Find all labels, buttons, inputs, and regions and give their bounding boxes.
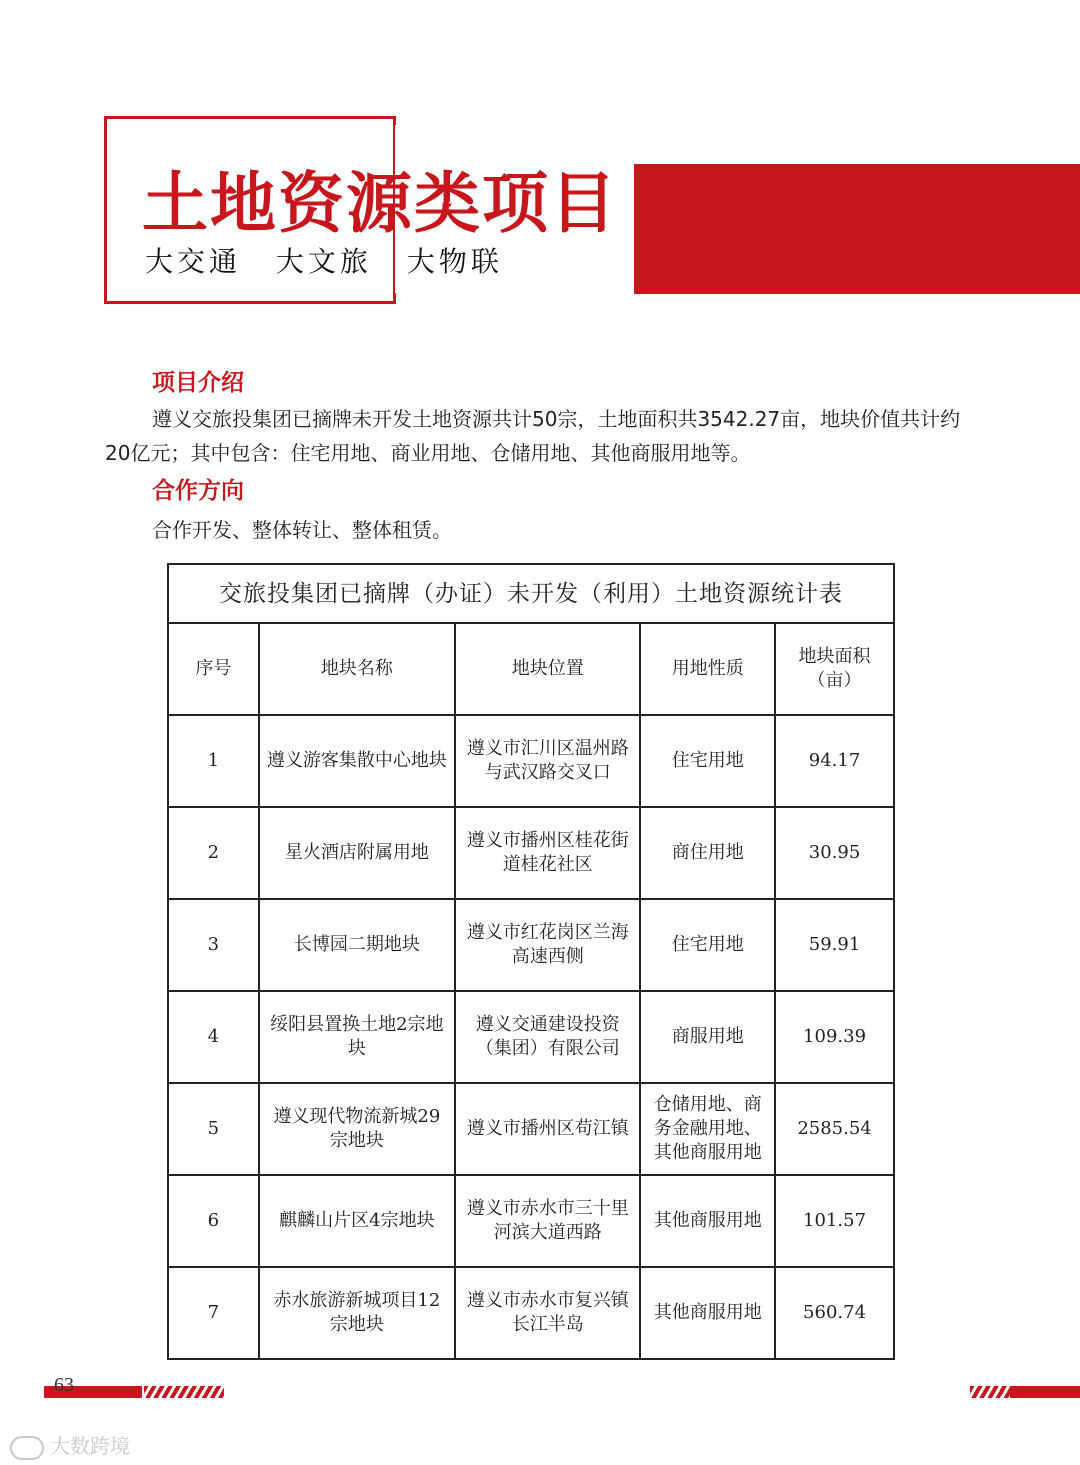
- header-location: 地块位置: [455, 623, 640, 715]
- cell-name: 绥阳县置换土地2宗地块: [259, 991, 455, 1083]
- watermark-logo-icon: [10, 1436, 44, 1460]
- footer-left-stripes: [144, 1386, 224, 1398]
- table-row: [168, 899, 894, 991]
- subtitle-item: 大物联: [406, 245, 503, 278]
- footer-right-stripes: [970, 1386, 1010, 1398]
- cooperation-heading: 合作方向: [152, 478, 244, 504]
- land-resource-table: [167, 563, 895, 1360]
- table-caption-row: [168, 564, 894, 623]
- cell-area: 94.17: [775, 715, 894, 807]
- cell-no: 3: [168, 899, 259, 991]
- cell-name: 遵义游客集散中心地块: [259, 715, 455, 807]
- cell-name: 长博园二期地块: [259, 899, 455, 991]
- cell-use: 住宅用地: [640, 715, 775, 807]
- cell-area: 109.39: [775, 991, 894, 1083]
- table-header-row: [168, 623, 894, 715]
- table-row: [168, 715, 894, 807]
- page-number: 63: [54, 1374, 74, 1396]
- cell-area: 560.74: [775, 1267, 894, 1359]
- land-table-container: [167, 563, 895, 1336]
- header-use: 用地性质: [640, 623, 775, 715]
- cell-name: 麒麟山片区4宗地块: [259, 1175, 455, 1267]
- header-area: 地块面积（亩）: [775, 623, 894, 715]
- cell-area: 101.57: [775, 1175, 894, 1267]
- table-row: [168, 1083, 894, 1175]
- cell-name: 赤水旅游新城项目12宗地块: [259, 1267, 455, 1359]
- cell-no: 7: [168, 1267, 259, 1359]
- cell-use: 其他商服用地: [640, 1267, 775, 1359]
- cooperation-text: 合作开发、整体转让、整体租赁。: [152, 518, 452, 542]
- table-row: [168, 991, 894, 1083]
- cell-location: 遵义市红花岗区兰海高速西侧: [455, 899, 640, 991]
- red-banner: [634, 164, 1080, 294]
- cell-location: 遵义交通建设投资（集团）有限公司: [455, 991, 640, 1083]
- cell-no: 1: [168, 715, 259, 807]
- watermark: [10, 1430, 130, 1460]
- cell-use: 住宅用地: [640, 899, 775, 991]
- header-name: 地块名称: [259, 623, 455, 715]
- cell-use: 其他商服用地: [640, 1175, 775, 1267]
- cell-use: 商住用地: [640, 807, 775, 899]
- cell-location: 遵义市汇川区温州路与武汉路交叉口: [455, 715, 640, 807]
- cell-location: 遵义市播州区桂花街道桂花社区: [455, 807, 640, 899]
- cell-location: 遵义市赤水市复兴镇长江半岛: [455, 1267, 640, 1359]
- cell-no: 2: [168, 807, 259, 899]
- cell-name: 星火酒店附属用地: [259, 807, 455, 899]
- cell-area: 2585.54: [775, 1083, 894, 1175]
- cell-location: 遵义市赤水市三十里河滨大道西路: [455, 1175, 640, 1267]
- cell-use: 仓储用地、商务金融用地、其他商服用地: [640, 1083, 775, 1175]
- table-caption: 交旅投集团已摘牌（办证）未开发（利用）土地资源统计表: [168, 564, 894, 623]
- intro-text: 遵义交旅投集团已摘牌未开发土地资源共计50宗，土地面积共3542.27亩，地块价值共计约20亿元；其中包含：住宅用地、商业用地、仓储用地、其他商服用地等。: [105, 407, 961, 465]
- table-row: [168, 1175, 894, 1267]
- page-title: 土地资源类项目: [142, 165, 618, 242]
- cell-area: 30.95: [775, 807, 894, 899]
- table-row: [168, 1267, 894, 1359]
- table-row: [168, 807, 894, 899]
- cell-location: 遵义市播州区苟江镇: [455, 1083, 640, 1175]
- cell-area: 59.91: [775, 899, 894, 991]
- intro-heading: 项目介绍: [152, 370, 244, 396]
- subtitle: [145, 240, 525, 280]
- cell-no: 6: [168, 1175, 259, 1267]
- header-no: 序号: [168, 623, 259, 715]
- cell-use: 商服用地: [640, 991, 775, 1083]
- cell-name: 遵义现代物流新城29宗地块: [259, 1083, 455, 1175]
- cell-no: 5: [168, 1083, 259, 1175]
- watermark-text: 大数跨境: [50, 1434, 130, 1458]
- subtitle-item: 大文旅: [275, 245, 372, 278]
- footer-right-bar: [1010, 1386, 1080, 1398]
- subtitle-item: 大交通: [145, 245, 242, 278]
- cell-no: 4: [168, 991, 259, 1083]
